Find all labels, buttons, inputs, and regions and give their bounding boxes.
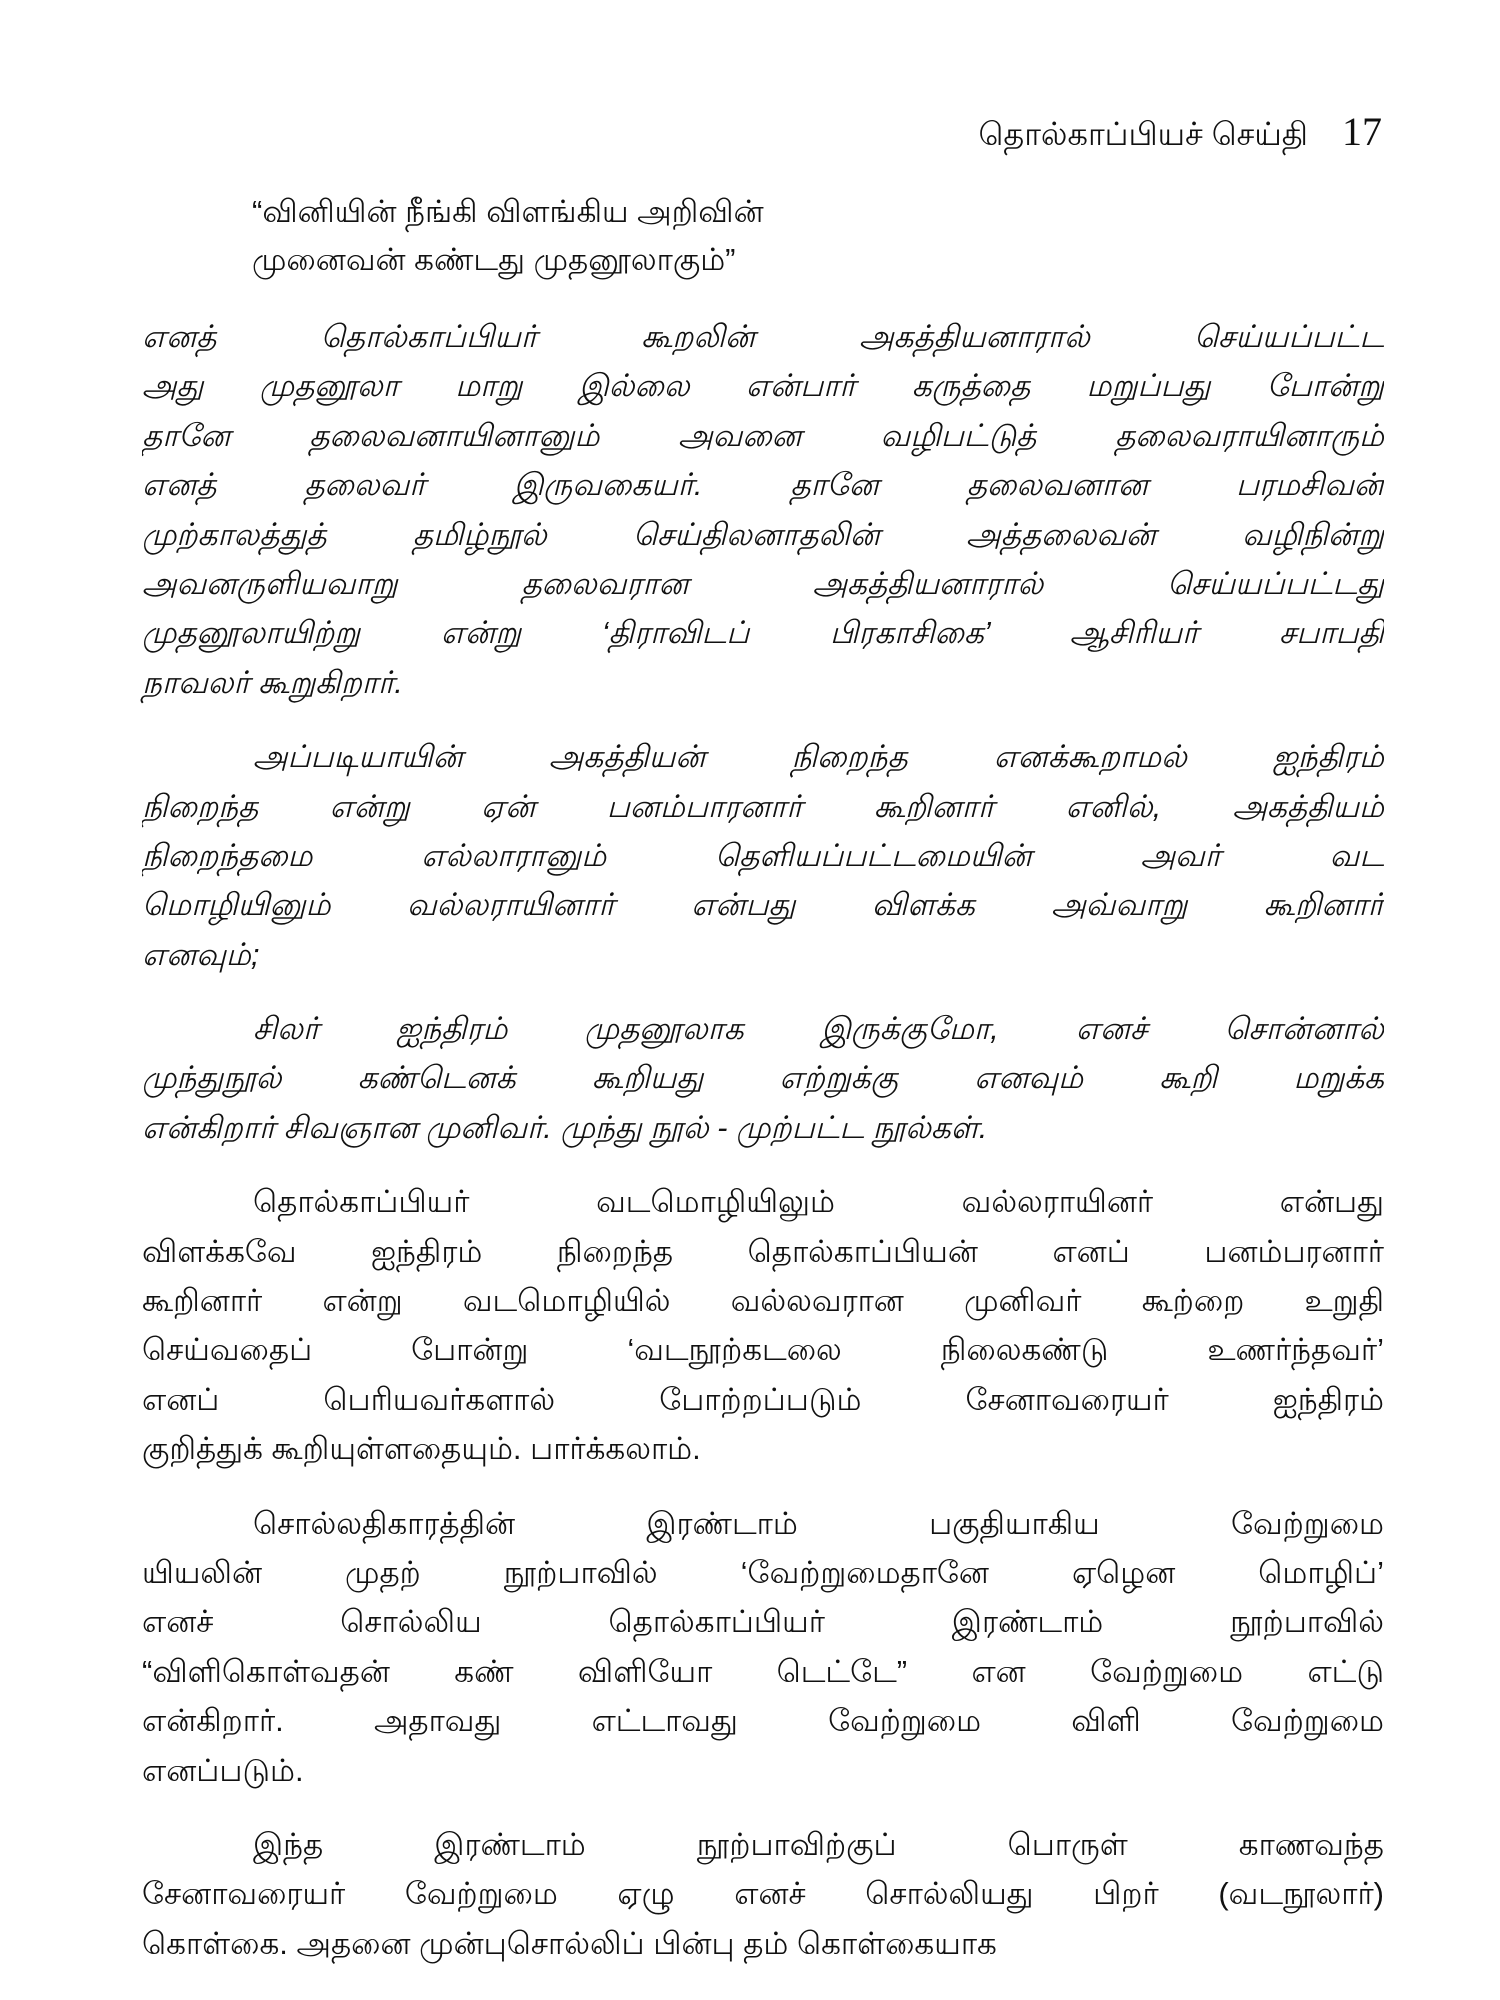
text-line: இந்த இரண்டாம் நூற்பாவிற்குப் பொருள் காணவந்த: [253, 1826, 1384, 1862]
text-line: என்கிறார் சிவஞான முனிவர். முந்து நூல் - முற்பட்ட நூல்கள்.: [142, 1109, 988, 1145]
text-line: குறித்துக் கூறியுள்ளதையும். பார்க்கலாம்.: [142, 1431, 701, 1467]
text-line: எனவும்;: [142, 936, 260, 972]
running-title: தொல்காப்பியச் செய்தி: [978, 116, 1308, 152]
text-line: சொல்லதிகாரத்தின் இரண்டாம் பகுதியாகிய வேற்றுமை: [253, 1505, 1384, 1541]
text-line: அப்படியாயின் அகத்தியன் நிறைந்த எனக்கூறாமல் ஐந்திரம்: [253, 739, 1384, 775]
text-line: முதனூலாயிற்று என்று ‘திராவிடப் பிரகாசிகை’ ஆசிரியர் சபாபதி: [142, 615, 1384, 651]
text-line: நிறைந்த என்று ஏன் பனம்பாரனார் கூறினார் எனில், அகத்தியம்: [142, 788, 1384, 824]
paragraph: [142, 1004, 1384, 1152]
page-number: 17: [1342, 109, 1382, 154]
text-line: நிறைந்தமை எல்லாரானும் தெளியப்பட்டமையின் அவர் வட: [142, 837, 1384, 873]
text-line: சிலர் ஐந்திரம் முதனூலாக இருக்குமோ, எனச் சொன்னால்: [253, 1011, 1384, 1047]
text-line: யியலின் முதற் நூற்பாவில் ‘வேற்றுமைதானே ஏழென மொழிப்’: [142, 1554, 1384, 1590]
text-line: எனப் பெரியவர்களால் போற்றப்படும் சேனாவரையர் ஐந்திரம்: [142, 1381, 1384, 1417]
text-line: எனச் சொல்லிய தொல்காப்பியர் இரண்டாம் நூற்பாவில்: [142, 1604, 1384, 1640]
text-line: தொல்காப்பியர் வடமொழியிலும் வல்லராயினர் என்பது: [253, 1184, 1384, 1220]
text-line: முற்காலத்துத் தமிழ்நூல் செய்திலனாதலின் அத்தலைவன் வழிநின்று: [142, 516, 1384, 552]
running-header: [978, 108, 1382, 157]
paragraph: [142, 732, 1384, 979]
paragraph: [142, 1177, 1384, 1473]
paragraph: [142, 312, 1384, 707]
text-line: என்கிறார். அதாவது எட்டாவது வேற்றுமை விளி வேற்றுமை: [142, 1703, 1384, 1739]
quote-line: முனைவன் கண்டது முதனூலாகும்”: [252, 242, 736, 277]
quote-line: “வினியின் நீங்கி விளங்கிய அறிவின்: [252, 194, 764, 229]
text-line: நாவலர் கூறுகிறார்.: [142, 664, 403, 700]
text-line: எனத் தலைவர் இருவகையர். தானே தலைவனான பரமசிவன்: [142, 467, 1384, 503]
text-line: எனத் தொல்காப்பியர் கூறலின் அகத்தியனாரால் செய்யப்பட்ட: [142, 319, 1384, 354]
text-line: கூறினார் என்று வடமொழியில் வல்லவரான முனிவர் கூற்றை உறுதி: [142, 1283, 1384, 1319]
text-line: அவனருளியவாறு தலைவரான அகத்தியனாரால் செய்யப்பட்டது: [142, 565, 1384, 601]
verse-quote: [252, 188, 764, 284]
text-line: சேனாவரையர் வேற்றுமை ஏழு எனச் சொல்லியது பிறர் (வடநூலார்): [142, 1876, 1384, 1912]
text-line: “விளிகொள்வதன் கண் விளியோ டெட்டே” என வேற்றுமை எட்டு: [142, 1653, 1384, 1689]
paragraph: [142, 1820, 1384, 1968]
text-line: எனப்படும்.: [142, 1752, 304, 1788]
text-line: மொழியினும் வல்லராயினார் என்பது விளக்க அவ்வாறு கூறினார்: [142, 887, 1384, 923]
text-line: செய்வதைப் போன்று ‘வடநூற்கடலை நிலைகண்டு உணர்ந்தவர்’: [142, 1332, 1384, 1368]
text-line: விளக்கவே ஐந்திரம் நிறைந்த தொல்காப்பியன் எனப் பனம்பரனார்: [142, 1233, 1384, 1269]
text-line: அது முதனூலா மாறு இல்லை என்பார் கருத்தை மறுப்பது போன்று: [142, 368, 1384, 404]
paragraph: [142, 1499, 1384, 1795]
text-line: கொள்கை. அதனை முன்புசொல்லிப் பின்பு தம் கொள்கையாக: [142, 1925, 997, 1961]
body-text: [142, 312, 1384, 1993]
text-line: முந்துநூல் கண்டெனக் கூறியது எற்றுக்கு எனவும் கூறி மறுக்க: [142, 1060, 1384, 1096]
text-line: தானே தலைவனாயினானும் அவனை வழிபட்டுத் தலைவராயினாரும்: [142, 417, 1384, 453]
